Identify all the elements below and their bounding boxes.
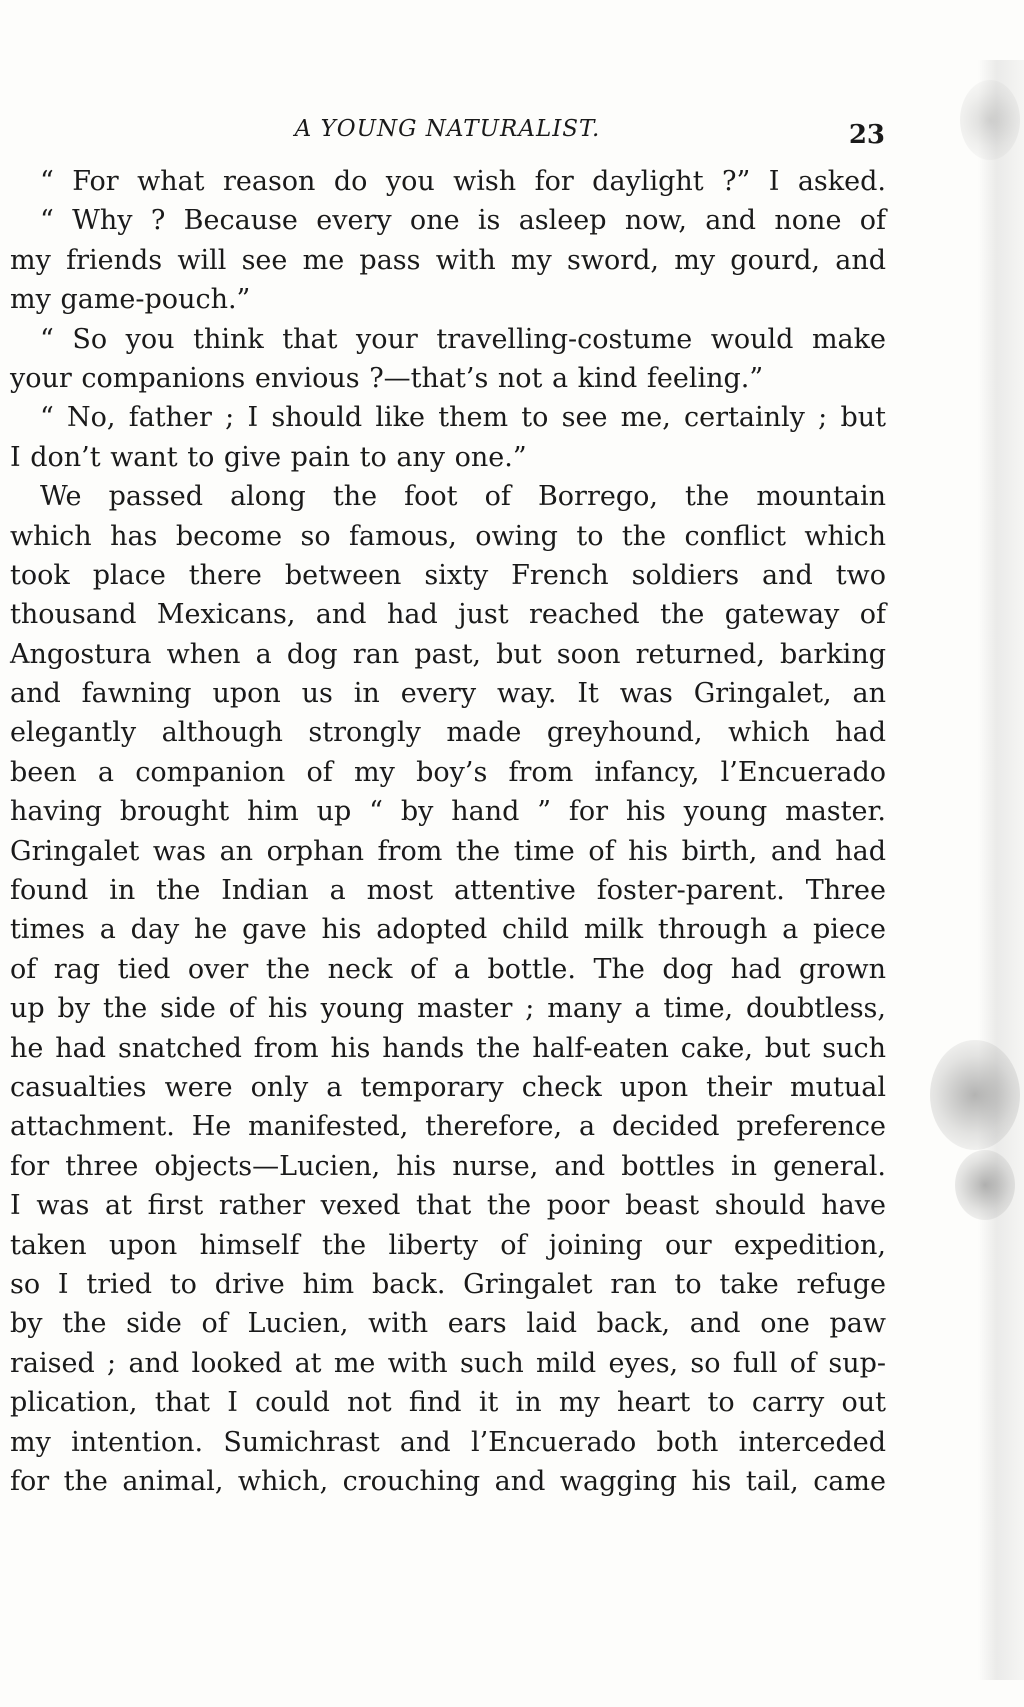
text-line: “ So you think that your travelling-costume would make <box>40 323 886 355</box>
text-line: so I tried to drive him back. Gringalet ran to take refuge <box>10 1268 886 1300</box>
text-line: been a companion of my boy’s from infancy, l’Encuerado <box>10 756 886 788</box>
page-header <box>10 112 885 152</box>
text-line: We passed along the foot of Borrego, the mountain <box>40 481 886 513</box>
text-line: I was at first rather vexed that the poor beast should have <box>10 1190 886 1222</box>
text-line: “ For what reason do you wish for daylight ?” I asked. <box>40 166 886 197</box>
text-line: and fawning upon us in every way. It was Gringalet, an <box>10 678 886 710</box>
text-line: my intention. Sumichrast and l’Encuerado both interceded <box>10 1426 886 1458</box>
text-line: your companions envious ?—that’s not a kind feeling.” <box>10 362 764 394</box>
text-line: for the animal, which, crouching and wagging his tail, came <box>10 1465 886 1497</box>
page-number: 23 <box>848 120 885 150</box>
text-line: elegantly although strongly made greyhound, which had <box>10 717 886 749</box>
text-line: attachment. He manifested, therefore, a decided preference <box>10 1111 886 1143</box>
body-text <box>10 162 886 1501</box>
running-title: A YOUNG NATURALIST. <box>294 116 601 142</box>
text-line: up by the side of his young master ; many a time, doubtless, <box>10 993 886 1025</box>
text-line: for three objects—Lucien, his nurse, and bottles in general. <box>10 1150 886 1182</box>
text-line: times a day he gave his adopted child milk through a piece <box>10 914 886 946</box>
text-line: Angostura when a dog ran past, but soon returned, barking <box>10 638 886 670</box>
text-line: plication, that I could not find it in my heart to carry out <box>10 1387 886 1419</box>
text-line: casualties were only a temporary check upon their mutual <box>10 1071 886 1103</box>
text-line: taken upon himself the liberty of joining our expedition, <box>10 1229 886 1261</box>
text-line: raised ; and looked at me with such mild eyes, so full of sup- <box>10 1347 886 1379</box>
text-line: he had snatched from his hands the half-eaten cake, but such <box>10 1032 886 1064</box>
text-line: which has become so famous, owing to the conflict which <box>10 520 886 552</box>
text-line: my friends will see me pass with my sword, my gourd, and <box>10 244 886 276</box>
page-edge-shadow <box>978 60 1024 1680</box>
text-line: thousand Mexicans, and had just reached the gateway of <box>10 599 886 631</box>
text-line: Gringalet was an orphan from the time of his birth, and had <box>10 835 886 867</box>
text-line: “ No, father ; I should like them to see me, certainly ; but <box>40 402 886 434</box>
text-line: by the side of Lucien, with ears laid back, and one paw <box>10 1308 886 1340</box>
text-line: took place there between sixty French soldiers and two <box>10 559 886 591</box>
text-line: having brought him up “ by hand ” for his young master. <box>10 796 886 828</box>
ink-blot <box>955 1150 1015 1220</box>
text-line: “ Why ? Because every one is asleep now, and none of <box>40 205 886 237</box>
text-line: of rag tied over the neck of a bottle. The dog had grown <box>10 953 886 985</box>
ink-blot <box>930 1040 1020 1150</box>
ink-blot <box>960 80 1020 160</box>
text-line: found in the Indian a most attentive foster-parent. Three <box>10 875 886 907</box>
text-line: I don’t want to give pain to any one.” <box>10 441 527 473</box>
text-line: my game-pouch.” <box>10 284 251 316</box>
